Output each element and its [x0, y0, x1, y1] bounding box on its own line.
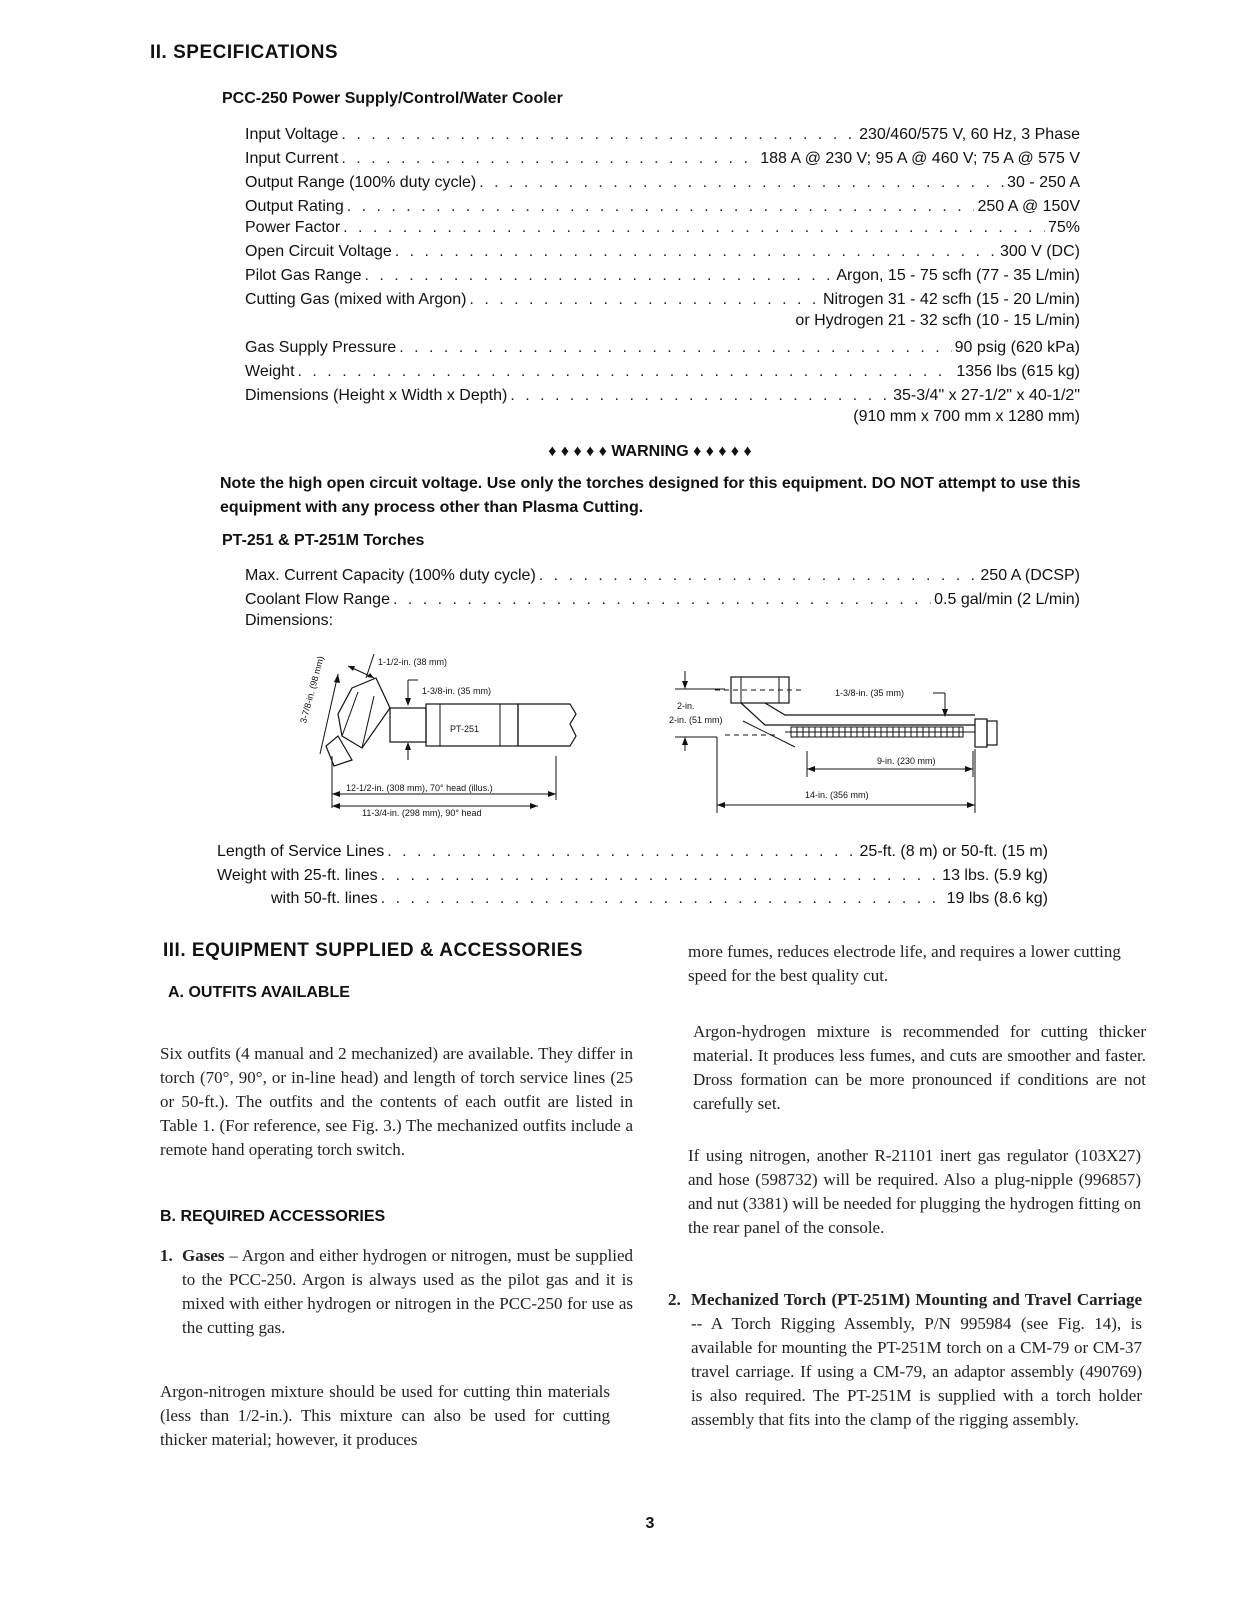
- spec-row: with 50-ft. lines . . . 19 lbs (8.6 kg): [271, 884, 1048, 908]
- dimensions-metric: (910 mm x 700 mm x 1280 mm): [853, 408, 1080, 425]
- spec-row: Output Rating . . . 250 A @ 150V: [245, 192, 1080, 216]
- barrel-length-label: 9-in. (230 mm): [877, 756, 936, 766]
- spec-row: Cutting Gas (mixed with Argon) . . . Nitrogen 31 - 42 scfh (15 - 20 L/min): [245, 285, 1080, 309]
- body-dia-label: 1-3/8-in. (35 mm): [835, 688, 905, 698]
- item2-number: 2.: [668, 1290, 681, 1309]
- warning-text: Note the high open circuit voltage. Use only the torches designed for this equipment. DO NOT attempt to use this equipment with any process other than Plasma Cutting.: [220, 475, 1081, 516]
- torch-label: PT-251: [450, 724, 480, 734]
- item1-number: 1.: [160, 1246, 173, 1265]
- item1-text: – Argon and either hydrogen or nitrogen, must be supplied to the PCC-250. Argon is always used as the pilot gas and it is mixed with either hydrogen or nitrogen in the PCC-250 for use as the cutting gas.: [182, 1246, 634, 1337]
- section-heading-specifications: II. SPECIFICATIONS: [150, 42, 339, 63]
- item2-paragraph: [691, 1288, 1142, 1432]
- torch-inline-diagram: [665, 665, 1005, 820]
- spec-row: Length of Service Lines . . . 25-ft. (8 m) or 50-ft. (15 m): [217, 837, 1048, 861]
- spec-row: Weight . . . 1356 lbs (615 kg): [245, 357, 1080, 381]
- spec-row: Input Current . . . 188 A @ 230 V; 95 A @ 460 V; 75 A @ 575 V: [245, 144, 1080, 168]
- item1-lead: Gases: [182, 1246, 225, 1265]
- torch-70-diagram: [290, 648, 590, 823]
- spec-row: Input Voltage . . . 230/460/575 V, 60 Hz, 3 Phase: [245, 120, 1080, 144]
- spec-row: Gas Supply Pressure . . . 90 psig (620 kPa): [245, 333, 1080, 357]
- argon-nitrogen-continued: more fumes, reduces electrode life, and requires a lower cutting speed for the best quality cut.: [688, 942, 1121, 985]
- dimensions-label: Dimensions:: [245, 612, 334, 629]
- spec-row: Max. Current Capacity (100% duty cycle) . . . 250 A (DCSP): [245, 561, 1080, 585]
- height-label: 2-in. (51 mm): [669, 715, 723, 725]
- head-height-label: 3-7/8-in. (98 mm): [298, 654, 326, 725]
- outfits-text: Six outfits (4 manual and 2 mechanized) are available. They differ in torch (70°, 90°, or in-line head) and length of torch service lines (25 or 50-ft.). The outfits and the contents of each outfit are listed in Table 1. (For reference, see Fig. 3.) The mechanized outfits include a remote hand operating torch switch.: [160, 1044, 633, 1159]
- torches-title: PT-251 & PT-251M Torches: [222, 532, 425, 549]
- cutting-gas-alt: or Hydrogen 21 - 32 scfh (10 - 15 L/min): [795, 312, 1080, 329]
- spec-row: Open Circuit Voltage . . . 300 V (DC): [245, 237, 1080, 261]
- page-number: 3: [645, 1515, 655, 1532]
- spec-row: Coolant Flow Range . . . 0.5 gal/min (2 L/min): [245, 585, 1080, 609]
- argon-nitrogen-text: Argon-nitrogen mixture should be used for cutting thin materials (less than 1/2-in.). This mixture can also be used for cutting thicker material; however, it produces: [160, 1382, 610, 1449]
- power-supply-title: PCC-250 Power Supply/Control/Water Cooler: [222, 90, 563, 107]
- length-70-label: 12-1/2-in. (308 mm), 70° head (illus.): [346, 783, 493, 793]
- spec-row: Pilot Gas Range . . . Argon, 15 - 75 scfh (77 - 35 L/min): [245, 261, 1080, 285]
- head-width-label: 1-1/2-in. (38 mm): [378, 657, 448, 667]
- item1-paragraph: [182, 1244, 633, 1340]
- required-accessories-title: B. REQUIRED ACCESSORIES: [160, 1208, 386, 1225]
- length-90-label: 11-3/4-in. (298 mm), 90° head: [362, 808, 482, 818]
- section-heading-equipment: III. EQUIPMENT SUPPLIED & ACCESSORIES: [163, 940, 584, 961]
- nitrogen-note: If using nitrogen, another R-21101 inert gas regulator (103X27) and hose (598732) will be required. Also a plug-nipple (996857) and nut (3381) will be needed for plugging the hydrogen fitting on the rear panel of the console.: [688, 1146, 1141, 1237]
- spec-row: Output Range (100% duty cycle) . . . 30 - 250 A: [245, 168, 1080, 192]
- warning-title: ♦ ♦ ♦ ♦ ♦ WARNING ♦ ♦ ♦ ♦ ♦: [548, 443, 752, 460]
- total-length-label: 14-in. (356 mm): [805, 790, 869, 800]
- item2-lead: Mechanized Torch (PT-251M) Mounting and Travel Carriage: [691, 1290, 1142, 1309]
- body-dia-label: 1-3/8-in. (35 mm): [422, 686, 492, 696]
- item2-text: -- A Torch Rigging Assembly, P/N 995984 (see Fig. 14), is available for mounting the PT-251M torch on a CM-79 or CM-37 travel carriage. If using a CM-79, an adaptor assembly (490769) is also required. The PT-251M is supplied with a torch holder assembly that fits into the clamp of the rigging assembly.: [691, 1314, 1142, 1429]
- spec-row: Power Factor . . . 75%: [245, 213, 1080, 237]
- argon-hydrogen-text: Argon-hydrogen mixture is recommended for cutting thicker material. It produces less fumes, and cuts are smoother and faster. Dross formation can be more pronounced if conditions are not carefully set.: [693, 1022, 1146, 1113]
- height-label-a: 2-in.: [677, 701, 695, 711]
- outfits-title: A. OUTFITS AVAILABLE: [168, 984, 350, 1001]
- spec-row: Dimensions (Height x Width x Depth) . . . 35-3/4" x 27-1/2" x 40-1/2": [245, 381, 1080, 405]
- spec-row: Weight with 25-ft. lines . . . 13 lbs. (5.9 kg): [217, 861, 1048, 885]
